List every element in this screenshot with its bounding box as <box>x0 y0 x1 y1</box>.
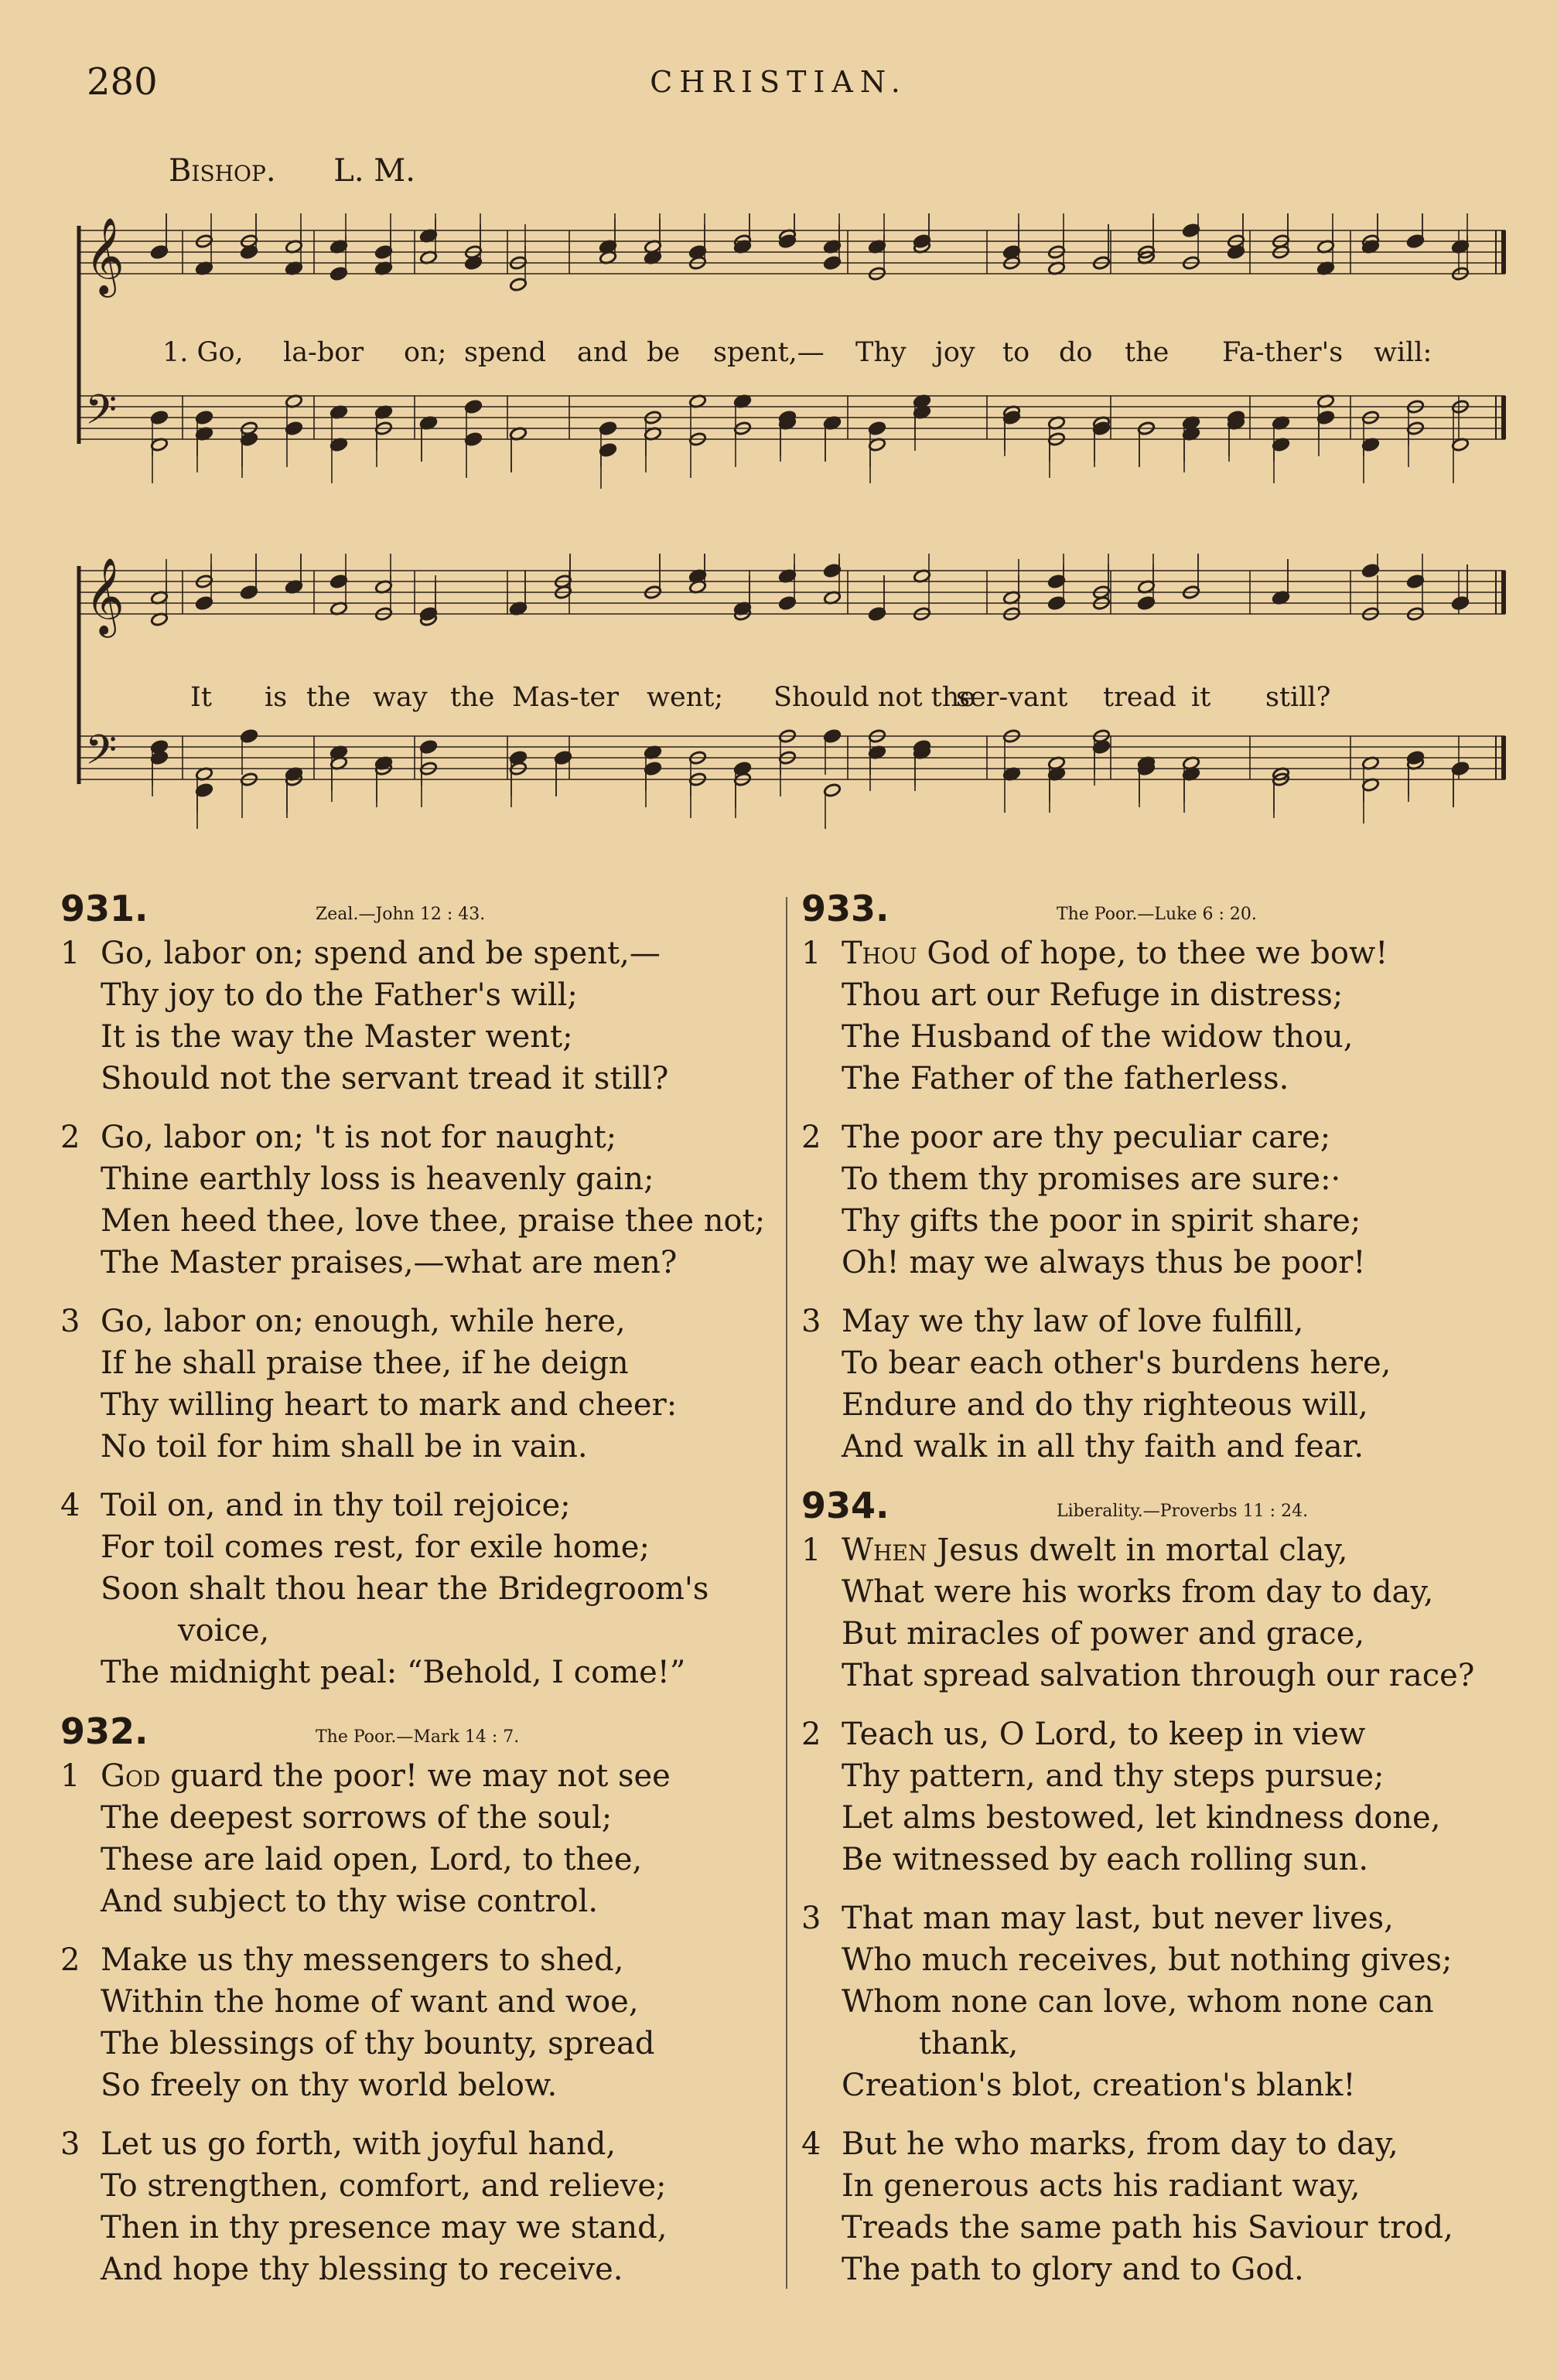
stanza <box>801 933 1509 1100</box>
stanza <box>801 1301 1509 1468</box>
verse-text: Then in thy presence may we stand, <box>101 2210 668 2245</box>
hymn-subject: Zeal.—John 12 : 43. <box>316 905 486 924</box>
verse-text: No toil for him shall be in vain. <box>101 1429 588 1464</box>
verse-line <box>801 2065 1509 2106</box>
verse-text: Thy pattern, and thy steps pursue; <box>842 1758 1385 1794</box>
lyric-word: will: <box>1374 337 1432 368</box>
verse-text: That man may last, but never lives, <box>842 1901 1394 1936</box>
verse-text: To bear each other's burdens here, <box>842 1345 1391 1381</box>
verse-text: Within the home of want and woe, <box>101 1984 639 2020</box>
lyric-word: do <box>1059 337 1093 368</box>
verse-text: But miracles of power and grace, <box>842 1616 1365 1652</box>
verse-line <box>801 1939 1509 1981</box>
verse-line <box>60 1426 768 1468</box>
verse-text: The midnight peal: “Behold, I come!” <box>101 1655 686 1690</box>
music-system-2 <box>74 554 1513 840</box>
verse-line <box>60 1058 768 1100</box>
verse-line <box>60 2249 768 2290</box>
verse-line <box>60 1839 768 1880</box>
lyric-word: to <box>1002 337 1030 368</box>
verse-line <box>801 1016 1509 1058</box>
verse-text: Thy gifts the poor in spirit share; <box>842 1203 1361 1239</box>
hymn-number: 932. <box>60 1710 149 1752</box>
lyric-word: still? <box>1265 682 1331 713</box>
hymn-subject: The Poor.—Mark 14 : 7. <box>316 1727 520 1747</box>
verse-line <box>801 1613 1509 1655</box>
verse-line <box>60 1939 768 1981</box>
verse-line <box>801 1755 1509 1797</box>
stanza-number: 2 <box>60 1942 80 1978</box>
verse-text: Men heed thee, love thee, praise thee not; <box>101 1203 766 1239</box>
verse-text: To them thy promises are sure:· <box>842 1161 1341 1197</box>
lyric-word: on; <box>404 337 447 368</box>
verse-line <box>801 2165 1509 2207</box>
verse-text: Thou art our Refuge in distress; <box>842 977 1344 1013</box>
hymn <box>801 888 1509 1468</box>
column-divider <box>786 897 787 2289</box>
stanza <box>60 1301 768 1468</box>
page-number: 280 <box>87 60 158 104</box>
hymn <box>60 1710 768 2290</box>
verse-line <box>801 1713 1509 1755</box>
stanza <box>801 1529 1509 1696</box>
lyric-word: ser-vant <box>956 682 1068 713</box>
verse-text: Thy willing heart to mark and cheer: <box>101 1387 678 1423</box>
stanza <box>60 1117 768 1284</box>
lyric-word: it <box>1191 682 1211 713</box>
verse-line <box>60 1797 768 1839</box>
hymn <box>60 888 768 1693</box>
verse-text: Toil on, and in thy toil rejoice; <box>101 1488 571 1523</box>
stanza-number: 2 <box>60 1120 80 1155</box>
lyric-word: Mas-ter <box>512 682 620 713</box>
verse-text: The Father of the fatherless. <box>842 1061 1289 1096</box>
stanza-number: 1 <box>60 1758 80 1794</box>
verse-text: Endure and do thy righteous will, <box>842 1387 1368 1423</box>
lyric-word: Should not the <box>773 682 975 713</box>
lyric-word: spend <box>464 337 547 368</box>
verse-text: That spread salvation through our race? <box>842 1658 1475 1693</box>
verse-line <box>60 1526 768 1568</box>
svg-text:𝄢: 𝄢 <box>85 387 118 444</box>
verse-text: Creation's blot, creation's blank! <box>842 2068 1356 2103</box>
tune-title <box>169 153 415 189</box>
verse-text: Be witnessed by each rolling sun. <box>842 1842 1369 1877</box>
verse-line <box>60 974 768 1016</box>
verse-text: Thy joy to do the Father's will; <box>101 977 578 1013</box>
verse-line <box>60 1652 768 1693</box>
hymn-number: 933. <box>801 888 889 929</box>
lyric-word: and <box>577 337 628 368</box>
verse-text: voice, <box>178 1613 270 1649</box>
running-head: CHRISTIAN. <box>650 65 907 99</box>
verse-line <box>60 2065 768 2106</box>
hymn <box>801 1485 1509 2290</box>
verse-line <box>801 1058 1509 1100</box>
verse-line <box>801 1384 1509 1426</box>
hymn-number: 934. <box>801 1485 889 1526</box>
verse-text: Go, labor on; enough, while here, <box>101 1304 626 1339</box>
verse-text: These are laid open, Lord, to thee, <box>101 1842 643 1877</box>
verse-line <box>801 974 1509 1016</box>
verse-line <box>801 2023 1509 2065</box>
verse-text: The poor are thy peculiar care; <box>842 1120 1331 1155</box>
stanza-number: 1 <box>801 1533 821 1568</box>
verse-line <box>60 1158 768 1200</box>
tune-name: Bishop. <box>169 153 276 189</box>
hymn-subject: Liberality.—Proverbs 11 : 24. <box>1057 1502 1309 1521</box>
verse-text: thank, <box>919 2026 1019 2061</box>
stanza <box>60 1939 768 2106</box>
verse-line <box>801 1571 1509 1613</box>
stanza-number: 3 <box>60 1304 80 1339</box>
verse-line <box>801 2207 1509 2249</box>
verse-text: The deepest sorrows of the soul; <box>101 1800 613 1836</box>
verse-text: The Master praises,—what are men? <box>101 1245 678 1280</box>
verse-text: What were his works from day to day, <box>842 1574 1434 1610</box>
stanza <box>801 1898 1509 2106</box>
verse-text: And subject to thy wise control. <box>101 1884 599 1919</box>
lyric-word: tread <box>1103 682 1176 713</box>
lyric-word: went; <box>647 682 724 713</box>
stanza-number: 2 <box>801 1717 821 1752</box>
verse-line <box>60 1342 768 1384</box>
stanza <box>60 933 768 1100</box>
hymn-number: 931. <box>60 888 149 929</box>
verse-text: In generous acts his radiant way, <box>842 2168 1361 2204</box>
verse-line <box>60 2207 768 2249</box>
verse-text: Treads the same path his Saviour trod, <box>842 2210 1453 2245</box>
verse-text: Let us go forth, with joyful hand, <box>101 2126 616 2162</box>
verse-line <box>60 1016 768 1058</box>
verse-line <box>60 933 768 974</box>
verse-line <box>60 1880 768 1922</box>
verse-text: Jesus dwelt in mortal clay, <box>927 1533 1348 1568</box>
verse-text: Go, labor on; spend and be spent,— <box>101 936 661 971</box>
lyric-word: the <box>1125 337 1169 368</box>
verse-line <box>60 1755 768 1797</box>
verse-text: guard the poor! we may not see <box>160 1758 671 1794</box>
lyric-word: the <box>450 682 495 713</box>
tune-meter: L. M. <box>333 153 415 189</box>
hymn-header <box>60 888 768 933</box>
lyric-word: joy <box>935 337 975 368</box>
verse-text: To strengthen, comfort, and relieve; <box>101 2168 667 2204</box>
svg-text:𝄞: 𝄞 <box>85 217 125 295</box>
left-column <box>60 888 768 2307</box>
page-header <box>0 60 1557 114</box>
lyric-word: Thy <box>855 337 907 368</box>
lyric-word: Fa-ther's <box>1222 337 1344 368</box>
stanza-number: 4 <box>60 1488 80 1523</box>
verse-line <box>60 1610 768 1652</box>
verse-text: So freely on thy world below. <box>101 2068 558 2103</box>
lyric-word: is <box>265 682 288 713</box>
verse-line <box>801 1981 1509 2023</box>
verse-line <box>801 1655 1509 1696</box>
verse-line <box>801 1117 1509 1158</box>
svg-text:𝄢: 𝄢 <box>85 727 118 784</box>
stanza <box>801 1117 1509 1284</box>
verse-line <box>801 933 1509 974</box>
verse-text: The blessings of thy bounty, spread <box>101 2026 655 2061</box>
stanza-number: 1 <box>801 936 821 971</box>
verse-text: If he shall praise thee, if he deign <box>101 1345 629 1381</box>
hymn-header <box>801 888 1509 933</box>
hymn-header <box>60 1710 768 1755</box>
stanza-number: 3 <box>801 1304 821 1339</box>
verse-text: May we thy law of love fulfill, <box>842 1304 1304 1339</box>
lyric-word: the <box>306 682 351 713</box>
lyric-word: way <box>373 682 428 713</box>
verse-line <box>801 1529 1509 1571</box>
verse-line <box>60 1301 768 1342</box>
verse-line <box>801 1839 1509 1880</box>
verse-line <box>801 1301 1509 1342</box>
first-word: Thou <box>842 936 917 971</box>
lyric-word: 1. Go, <box>162 337 244 368</box>
verse-line <box>801 1242 1509 1284</box>
verse-line <box>801 1797 1509 1839</box>
hymn-subject: The Poor.—Luke 6 : 20. <box>1057 905 1257 924</box>
verse-line <box>801 1200 1509 1242</box>
verse-line <box>60 1200 768 1242</box>
lyric-word: be <box>647 337 681 368</box>
stanza-number: 2 <box>801 1120 821 1155</box>
verse-text: Thine earthly loss is heavenly gain; <box>101 1161 654 1197</box>
verse-text: Teach us, O Lord, to keep in view <box>842 1717 1366 1752</box>
verse-text: The Husband of the widow thou, <box>842 1019 1354 1055</box>
svg-text:𝄞: 𝄞 <box>85 557 125 635</box>
lyric-word: la-bor <box>283 337 364 368</box>
stanza-number: 3 <box>60 2126 80 2162</box>
right-column <box>801 888 1509 2307</box>
stanza <box>60 1755 768 1922</box>
verse-line <box>60 2023 768 2065</box>
hymn-header <box>801 1485 1509 1529</box>
verse-text: But he who marks, from day to day, <box>842 2126 1398 2162</box>
first-word: When <box>842 1533 927 1568</box>
verse-text: For toil comes rest, for exile home; <box>101 1529 650 1565</box>
verse-text: Soon shalt thou hear the Bridegroom's <box>101 1571 709 1607</box>
stanza <box>801 1713 1509 1880</box>
verse-text: It is the way the Master went; <box>101 1019 573 1055</box>
verse-text: Who much receives, but nothing gives; <box>842 1942 1453 1978</box>
verse-text: Go, labor on; 't is not for naught; <box>101 1120 617 1155</box>
first-word: God <box>101 1758 161 1794</box>
stanza-number: 1 <box>60 936 80 971</box>
verse-line <box>60 2123 768 2165</box>
stanza-number: 4 <box>801 2126 821 2162</box>
verse-text: Let alms bestowed, let kindness done, <box>842 1800 1441 1836</box>
verse-text: The path to glory and to God. <box>842 2252 1304 2287</box>
verse-text: Oh! may we always thus be poor! <box>842 1245 1366 1280</box>
stanza <box>60 1485 768 1693</box>
verse-line <box>801 1342 1509 1384</box>
verse-text: God of hope, to thee we bow! <box>917 936 1388 971</box>
verse-line <box>801 1426 1509 1468</box>
lyric-word: It <box>190 682 212 713</box>
stanza-number: 3 <box>801 1901 821 1936</box>
stanza <box>801 2123 1509 2290</box>
verse-line <box>60 1485 768 1526</box>
verse-line <box>60 1568 768 1610</box>
verse-text: Whom none can love, whom none can <box>842 1984 1434 2020</box>
verse-text: Should not the servant tread it still? <box>101 1061 669 1096</box>
verse-line <box>801 2249 1509 2290</box>
verse-line <box>60 2165 768 2207</box>
lyric-word: spent,— <box>713 337 825 368</box>
verse-text: And walk in all thy faith and fear. <box>842 1429 1364 1464</box>
verse-line <box>801 1898 1509 1939</box>
verse-line <box>801 2123 1509 2165</box>
verse-text: And hope thy blessing to receive. <box>101 2252 623 2287</box>
verse-line <box>60 1242 768 1284</box>
verse-line <box>60 1117 768 1158</box>
stanza <box>60 2123 768 2290</box>
verse-line <box>60 1384 768 1426</box>
verse-line <box>801 1158 1509 1200</box>
verse-text: Make us thy messengers to shed, <box>101 1942 624 1978</box>
verse-line <box>60 1981 768 2023</box>
music-system-1 <box>74 213 1513 500</box>
